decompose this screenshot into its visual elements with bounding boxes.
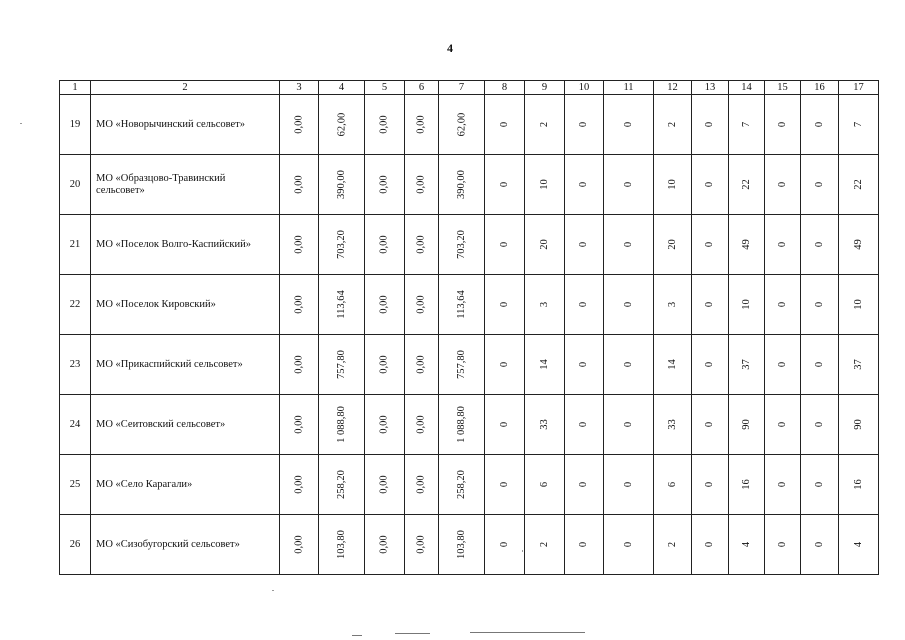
value-cell (765, 95, 801, 155)
value-cell (692, 275, 729, 335)
value-cell (365, 215, 405, 275)
cell-value: 90 (741, 419, 752, 430)
value-cell (692, 95, 729, 155)
value-cell (801, 155, 839, 215)
value-cell (280, 455, 319, 515)
cell-value: 0 (704, 541, 716, 548)
value-cell (839, 335, 879, 395)
cell-value: 0,00 (293, 235, 305, 254)
cell-value: 10 (741, 299, 752, 310)
cell-value: 10 (539, 179, 550, 190)
cell-value: 0 (777, 181, 788, 188)
column-header: 14 (729, 81, 765, 95)
value-cell (692, 515, 729, 575)
cell-value: 0,00 (416, 355, 427, 374)
cell-value: 703,20 (456, 230, 467, 259)
municipality-name: МО «Село Карагали» (91, 455, 280, 515)
column-header: 12 (654, 81, 692, 95)
row-number: 26 (60, 515, 91, 575)
bottom-rule (352, 635, 362, 636)
table-row (60, 335, 879, 395)
cell-value: 0,00 (293, 475, 305, 494)
cell-value: 757,80 (456, 350, 467, 379)
value-cell (604, 395, 654, 455)
value-cell (319, 455, 365, 515)
value-cell (604, 515, 654, 575)
column-header: 4 (319, 81, 365, 95)
cell-value: 0 (578, 541, 590, 548)
cell-value: 49 (853, 239, 864, 250)
cell-value: 7 (853, 121, 864, 128)
cell-value: 3 (667, 301, 678, 308)
value-cell (801, 455, 839, 515)
cell-value: 14 (667, 359, 678, 370)
column-header: 1 (60, 81, 91, 95)
cell-value: 0 (704, 121, 716, 128)
cell-value: 0 (777, 421, 788, 428)
value-cell (319, 335, 365, 395)
municipality-name: МО «Сизобугорский сельсовет» (91, 515, 280, 575)
cell-value: 0 (777, 541, 788, 548)
cell-value: 0,00 (379, 235, 390, 254)
value-cell (405, 155, 439, 215)
value-cell (365, 275, 405, 335)
value-cell (765, 395, 801, 455)
value-cell (765, 275, 801, 335)
value-cell (405, 335, 439, 395)
row-number: 21 (60, 215, 91, 275)
column-header: 13 (692, 81, 729, 95)
value-cell (604, 335, 654, 395)
cell-value: 0,00 (379, 355, 390, 374)
value-cell (525, 215, 565, 275)
value-cell (365, 155, 405, 215)
cell-value: 0 (578, 421, 590, 428)
cell-value: 0,00 (416, 115, 427, 134)
value-cell (839, 215, 879, 275)
page-number: 4 (447, 41, 453, 55)
bottom-rule (470, 632, 585, 633)
value-cell (525, 515, 565, 575)
municipality-name: МО «Поселок Волго-Каспийский» (91, 215, 280, 275)
value-cell (525, 395, 565, 455)
value-cell (729, 455, 765, 515)
value-cell (319, 95, 365, 155)
cell-value: 0,00 (293, 415, 305, 434)
cell-value: 0 (623, 241, 634, 248)
value-cell (525, 275, 565, 335)
value-cell (439, 395, 485, 455)
cell-value: 703,20 (336, 230, 347, 259)
value-cell (801, 515, 839, 575)
cell-value: 0 (499, 421, 510, 428)
value-cell (280, 395, 319, 455)
cell-value: 0 (499, 361, 510, 368)
column-header: 15 (765, 81, 801, 95)
value-cell (801, 275, 839, 335)
value-cell (485, 515, 525, 575)
value-cell (692, 395, 729, 455)
column-header: 3 (280, 81, 319, 95)
cell-value: 0,00 (379, 175, 390, 194)
cell-value: 22 (741, 179, 752, 190)
cell-value: 258,20 (336, 470, 347, 499)
value-cell (765, 335, 801, 395)
value-cell (839, 455, 879, 515)
bottom-rule (395, 633, 430, 634)
row-number: 19 (60, 95, 91, 155)
value-cell (839, 95, 879, 155)
value-cell (839, 155, 879, 215)
cell-value: 0 (623, 361, 634, 368)
value-cell (565, 95, 604, 155)
cell-value: 258,20 (456, 470, 467, 499)
value-cell (565, 155, 604, 215)
cell-value: 103,80 (456, 530, 467, 559)
value-cell (839, 275, 879, 335)
cell-value: 1 088,80 (456, 406, 467, 443)
column-header: 10 (565, 81, 604, 95)
column-header: 11 (604, 81, 654, 95)
municipality-name: МО «Прикаспийский сельсовет» (91, 335, 280, 395)
column-header: 2 (91, 81, 280, 95)
value-cell (485, 455, 525, 515)
data-table (59, 80, 879, 575)
cell-value: 0 (578, 121, 590, 128)
value-cell (604, 455, 654, 515)
value-cell (729, 155, 765, 215)
cell-value: 0 (578, 361, 590, 368)
header-row (60, 81, 879, 95)
table-row (60, 275, 879, 335)
value-cell (439, 95, 485, 155)
cell-value: 0 (623, 421, 634, 428)
value-cell (839, 395, 879, 455)
value-cell (801, 395, 839, 455)
value-cell (439, 275, 485, 335)
cell-value: 20 (539, 239, 550, 250)
value-cell (654, 515, 692, 575)
cell-value: 0,00 (293, 115, 305, 134)
cell-value: 0 (499, 241, 510, 248)
cell-value: 62,00 (456, 112, 467, 137)
value-cell (604, 215, 654, 275)
cell-value: 0,00 (416, 415, 427, 434)
cell-value: 113,64 (336, 290, 347, 319)
table-row (60, 155, 879, 215)
cell-value: 0 (623, 181, 634, 188)
value-cell (765, 515, 801, 575)
value-cell (654, 95, 692, 155)
table-row (60, 95, 879, 155)
cell-value: 0 (814, 121, 825, 128)
cell-value: 0 (814, 481, 825, 488)
table-row (60, 395, 879, 455)
municipality-name: МО «Новорычинский сельсовет» (91, 95, 280, 155)
row-number: 22 (60, 275, 91, 335)
value-cell (604, 275, 654, 335)
column-header: 6 (405, 81, 439, 95)
cell-value: 33 (539, 419, 550, 430)
cell-value: 0 (499, 541, 510, 548)
cell-value: 0 (578, 241, 590, 248)
cell-value: 0 (578, 181, 590, 188)
value-cell (439, 155, 485, 215)
cell-value: 0 (814, 421, 825, 428)
cell-value: 2 (667, 121, 678, 128)
cell-value: 0 (704, 181, 716, 188)
row-number: 23 (60, 335, 91, 395)
cell-value: 0 (623, 121, 634, 128)
municipality-name: МО «Сеитовский сельсовет» (91, 395, 280, 455)
cell-value: 0,00 (416, 235, 427, 254)
cell-value: 757,80 (336, 350, 347, 379)
value-cell (405, 455, 439, 515)
value-cell (485, 395, 525, 455)
cell-value: 0,00 (416, 295, 427, 314)
cell-value: 0 (704, 361, 716, 368)
cell-value: 0 (704, 241, 716, 248)
value-cell (729, 515, 765, 575)
municipality-name: МО «Поселок Кировский» (91, 275, 280, 335)
cell-value: 0,00 (293, 295, 305, 314)
value-cell (280, 95, 319, 155)
value-cell (654, 275, 692, 335)
value-cell (485, 95, 525, 155)
cell-value: 0 (814, 241, 825, 248)
value-cell (439, 515, 485, 575)
cell-value: 0 (623, 481, 634, 488)
value-cell (280, 155, 319, 215)
value-cell (565, 275, 604, 335)
cell-value: 1 088,80 (336, 406, 347, 443)
value-cell (801, 335, 839, 395)
table-row (60, 515, 879, 575)
value-cell (365, 335, 405, 395)
cell-value: 0,00 (293, 355, 305, 374)
value-cell (485, 215, 525, 275)
cell-value: 3 (539, 301, 550, 308)
value-cell (565, 335, 604, 395)
cell-value: 103,80 (336, 530, 347, 559)
scan-speck (522, 550, 523, 552)
cell-value: 90 (853, 419, 864, 430)
value-cell (485, 155, 525, 215)
cell-value: 6 (667, 481, 678, 488)
cell-value: 0,00 (293, 175, 305, 194)
cell-value: 0 (704, 421, 716, 428)
value-cell (729, 335, 765, 395)
cell-value: 4 (853, 541, 864, 548)
scan-speck (20, 123, 22, 124)
cell-value: 0 (814, 361, 825, 368)
cell-value: 6 (539, 481, 550, 488)
row-number: 24 (60, 395, 91, 455)
value-cell (654, 335, 692, 395)
value-cell (565, 515, 604, 575)
value-cell (319, 515, 365, 575)
value-cell (801, 95, 839, 155)
value-cell (365, 395, 405, 455)
cell-value: 390,00 (456, 170, 467, 199)
cell-value: 0,00 (379, 415, 390, 434)
cell-value: 0 (578, 481, 590, 488)
cell-value: 22 (853, 179, 864, 190)
cell-value: 20 (667, 239, 678, 250)
column-header: 5 (365, 81, 405, 95)
value-cell (439, 455, 485, 515)
cell-value: 0 (777, 241, 788, 248)
cell-value: 10 (667, 179, 678, 190)
cell-value: 0 (499, 121, 510, 128)
column-header: 8 (485, 81, 525, 95)
value-cell (365, 95, 405, 155)
cell-value: 0,00 (379, 475, 390, 494)
value-cell (405, 395, 439, 455)
cell-value: 10 (853, 299, 864, 310)
row-number: 25 (60, 455, 91, 515)
cell-value: 14 (539, 359, 550, 370)
value-cell (765, 215, 801, 275)
table-row (60, 215, 879, 275)
cell-value: 0 (777, 361, 788, 368)
column-header: 9 (525, 81, 565, 95)
value-cell (439, 335, 485, 395)
cell-value: 49 (741, 239, 752, 250)
value-cell (565, 395, 604, 455)
value-cell (565, 455, 604, 515)
value-cell (729, 95, 765, 155)
cell-value: 0,00 (416, 175, 427, 194)
cell-value: 0 (704, 301, 716, 308)
cell-value: 0,00 (293, 535, 305, 554)
cell-value: 390,00 (336, 170, 347, 199)
value-cell (765, 155, 801, 215)
column-header: 7 (439, 81, 485, 95)
cell-value: 0 (777, 121, 788, 128)
column-header: 17 (839, 81, 879, 95)
cell-value: 0,00 (416, 535, 427, 554)
cell-value: 7 (741, 121, 752, 128)
value-cell (765, 455, 801, 515)
cell-value: 0,00 (379, 535, 390, 554)
value-cell (280, 215, 319, 275)
cell-value: 0 (499, 481, 510, 488)
value-cell (319, 275, 365, 335)
value-cell (839, 515, 879, 575)
value-cell (405, 275, 439, 335)
cell-value: 16 (853, 479, 864, 490)
cell-value: 37 (853, 359, 864, 370)
value-cell (654, 215, 692, 275)
value-cell (525, 95, 565, 155)
value-cell (729, 395, 765, 455)
value-cell (604, 95, 654, 155)
municipality-name: МО «Образцово-Травинский сельсовет» (91, 155, 280, 215)
cell-value: 113,64 (456, 290, 467, 319)
value-cell (439, 215, 485, 275)
cell-value: 2 (539, 121, 550, 128)
value-cell (365, 515, 405, 575)
cell-value: 4 (741, 541, 752, 548)
cell-value: 0 (814, 301, 825, 308)
value-cell (565, 215, 604, 275)
cell-value: 2 (539, 541, 550, 548)
value-cell (692, 455, 729, 515)
value-cell (319, 155, 365, 215)
value-cell (692, 155, 729, 215)
cell-value: 0 (704, 481, 716, 488)
cell-value: 0,00 (416, 475, 427, 494)
cell-value: 37 (741, 359, 752, 370)
value-cell (801, 215, 839, 275)
value-cell (280, 275, 319, 335)
cell-value: 0 (499, 181, 510, 188)
value-cell (692, 335, 729, 395)
cell-value: 0 (814, 181, 825, 188)
cell-value: 0 (777, 301, 788, 308)
value-cell (485, 275, 525, 335)
value-cell (654, 395, 692, 455)
value-cell (525, 155, 565, 215)
cell-value: 0 (814, 541, 825, 548)
value-cell (365, 455, 405, 515)
value-cell (729, 215, 765, 275)
row-number: 20 (60, 155, 91, 215)
value-cell (729, 275, 765, 335)
cell-value: 0,00 (379, 295, 390, 314)
value-cell (654, 455, 692, 515)
cell-value: 62,00 (336, 112, 347, 137)
value-cell (604, 155, 654, 215)
value-cell (319, 395, 365, 455)
value-cell (405, 95, 439, 155)
value-cell (485, 335, 525, 395)
value-cell (280, 515, 319, 575)
cell-value: 0,00 (379, 115, 390, 134)
cell-value: 0 (499, 301, 510, 308)
value-cell (525, 455, 565, 515)
value-cell (654, 155, 692, 215)
value-cell (405, 515, 439, 575)
cell-value: 0 (578, 301, 590, 308)
value-cell (405, 215, 439, 275)
scan-speck (272, 590, 274, 591)
value-cell (280, 335, 319, 395)
value-cell (692, 215, 729, 275)
cell-value: 0 (623, 541, 634, 548)
value-cell (319, 215, 365, 275)
cell-value: 0 (623, 301, 634, 308)
cell-value: 2 (667, 541, 678, 548)
column-header: 16 (801, 81, 839, 95)
cell-value: 16 (741, 479, 752, 490)
value-cell (525, 335, 565, 395)
cell-value: 0 (777, 481, 788, 488)
table-row (60, 455, 879, 515)
cell-value: 33 (667, 419, 678, 430)
